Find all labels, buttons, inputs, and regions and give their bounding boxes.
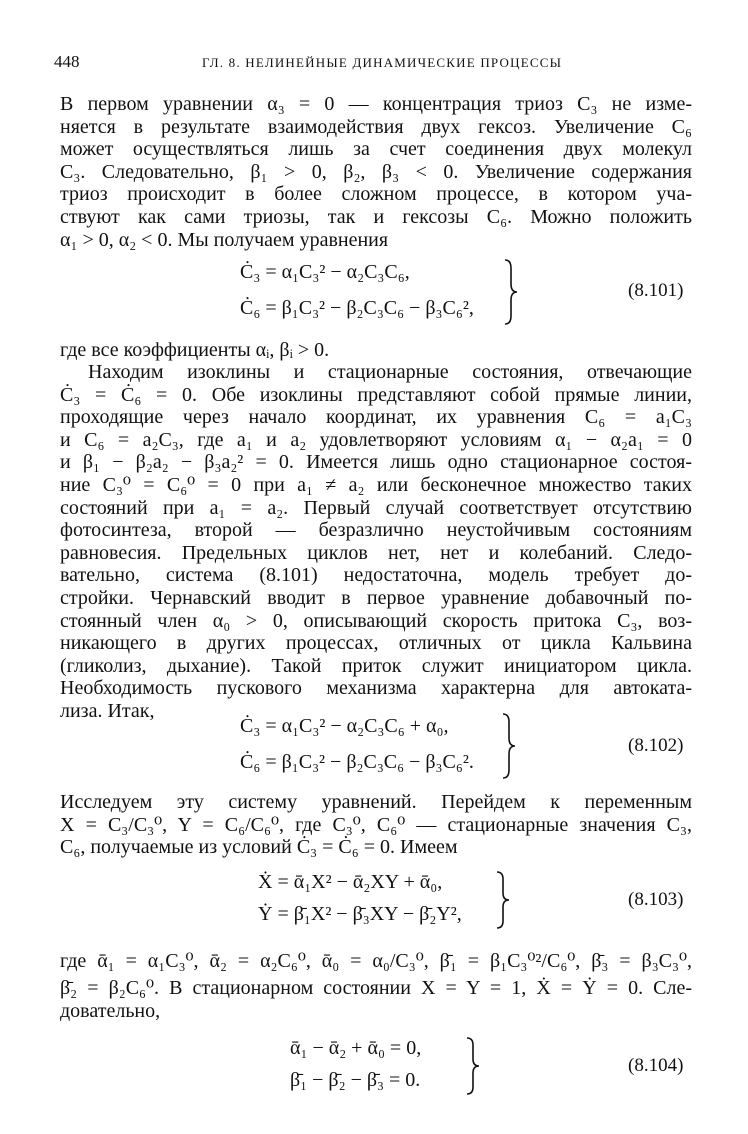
right-brace-icon	[494, 870, 512, 930]
text-line: X = C₃/C₃⁰, Y = C₆/C₆⁰, где C₃⁰, C₆⁰ — стационарные значения C₃,	[60, 813, 692, 836]
equation-line: Ẏ = β̄₁X² − β̄₃XY − β̄₂Y²,	[258, 903, 462, 925]
text-line: может осуществляться лишь за счет соединения двух молекул	[60, 138, 692, 161]
text-line: ствуют как сами триозы, так и гексозы C₆. Можно положить	[60, 205, 692, 228]
equation-8-101	[240, 254, 474, 326]
text-line: равновесия. Предельных циклов нет, нет и колебаний. Следо-	[60, 541, 692, 564]
equation-8-102	[240, 708, 474, 780]
text-line: Ċ₃ = Ċ₆ = 0. Обе изоклины представляют собой прямые линии,	[60, 383, 692, 406]
equation-line: Ċ₃ = α₁C₃² − α₂C₃C₆ + α₀,	[240, 715, 449, 737]
equation-number: (8.104)	[628, 1055, 684, 1076]
text-line: лиза. Итак,	[60, 699, 155, 722]
text-line: β̄₂ = β₂C₆⁰. В стационарном состоянии X = Y = 1, Ẋ = Ẏ = 0. Сле-	[60, 977, 692, 999]
equation-number: (8.101)	[628, 280, 684, 301]
page-number: 448	[54, 52, 80, 71]
text-line: α₁ > 0, α₂ < 0. Мы получаем уравнения	[60, 228, 389, 251]
text-line: довательно,	[60, 999, 161, 1022]
text-line: где все коэффициенты αᵢ, βᵢ > 0.	[60, 339, 330, 361]
text-line: няется в результате взаимодействия двух гексоз. Увеличение C₆	[60, 115, 692, 138]
right-brace-icon	[464, 1036, 482, 1096]
equation-number: (8.103)	[628, 889, 684, 910]
text-line: стоянный член α₀ > 0, описывающий скорость притока C₃, воз-	[60, 609, 692, 632]
chapter-title: ГЛ. 8. НЕЛИНЕЙНЫЕ ДИНАМИЧЕСКИЕ ПРОЦЕССЫ	[202, 55, 563, 70]
paragraph-5	[60, 945, 692, 1022]
text-line: (гликолиз, дыхание). Такой приток служит инициатором цикла.	[60, 654, 692, 677]
text-line: C₃. Следовательно, β₁ > 0, β₂, β₃ < 0. Увеличение содержания	[60, 160, 692, 183]
paragraph-2	[60, 339, 692, 362]
text-line: вательно, система (8.101) недостаточна, модель требует до-	[60, 564, 692, 587]
text-line: C₆, получаемые из условий Ċ₃ = Ċ₆ = 0. Имеем	[60, 836, 458, 859]
right-brace-icon	[502, 258, 520, 326]
text-line: где ᾱ₁ = α₁C₃⁰, ᾱ₂ = α₂C₆⁰, ᾱ₀ = α₀/C₃⁰, β̄₁ = β₁C₃⁰²/C₆⁰, β̄₃ = β₃C₃⁰,	[60, 950, 692, 972]
text-line: Находим изоклины и стационарные состояния, отвечающие	[88, 361, 692, 383]
text-line: проходящие через начало координат, их уравнения C₆ = a₁C₃	[60, 406, 692, 429]
right-brace-icon	[500, 712, 518, 780]
text-line: фотосинтеза, второй — безразлично неустойчивым состояниям	[60, 519, 692, 542]
equation-line: Ẋ = ᾱ₁X² − ᾱ₂XY + ᾱ₀,	[258, 871, 443, 893]
equation-line: β̄₁ − β̄₂ − β̄₃ = 0.	[290, 1069, 421, 1091]
equation-line: ᾱ₁ − ᾱ₂ + ᾱ₀ = 0,	[290, 1037, 422, 1059]
text-line: триоз происходит в более сложном процессе, в котором уча-	[60, 183, 692, 206]
running-head	[54, 52, 696, 76]
equation-line: Ċ₆ = β₁C₃² − β₂C₃C₆ − β₃C₆²,	[240, 297, 474, 319]
equation-line: Ċ₆ = β₁C₃² − β₂C₃C₆ − β₃C₆².	[240, 751, 474, 773]
text-line: ние C₃⁰ = C₆⁰ = 0 при a₁ ≠ a₂ или бесконечное множество таких	[60, 473, 692, 496]
paragraph-4	[60, 791, 692, 859]
text-line: Необходимость пускового механизма характерна для автоката-	[60, 677, 692, 700]
equation-number: (8.102)	[628, 735, 684, 756]
paragraph-3	[60, 361, 692, 723]
text-line: и β₁ − β₂a₂ − β₃a₂² = 0. Имеется лишь одно стационарное состоя-	[60, 451, 692, 474]
text-line: стройки. Чернавский вводит в первое уравнение добавочный по-	[60, 586, 692, 609]
text-line: и C₆ = a₂C₃, где a₁ и a₂ удовлетворяют условиям α₁ − α₂a₁ = 0	[60, 428, 692, 451]
text-line: В первом уравнении α₃ = 0 — концентрация триоз C₃ не изме-	[60, 93, 692, 115]
text-line: Исследуем эту систему уравнений. Перейдем к переменным	[60, 791, 692, 813]
equation-8-104	[290, 1032, 421, 1096]
text-line: состояний при a₁ = a₂. Первый случай соответствует отсутствию	[60, 496, 692, 519]
text-line: никающего в других процессах, отличных от цикла Кальвина	[60, 632, 692, 655]
equation-line: Ċ₃ = α₁C₃² − α₂C₃C₆,	[240, 261, 410, 283]
equation-8-103	[258, 866, 462, 930]
paragraph-1	[60, 93, 692, 251]
